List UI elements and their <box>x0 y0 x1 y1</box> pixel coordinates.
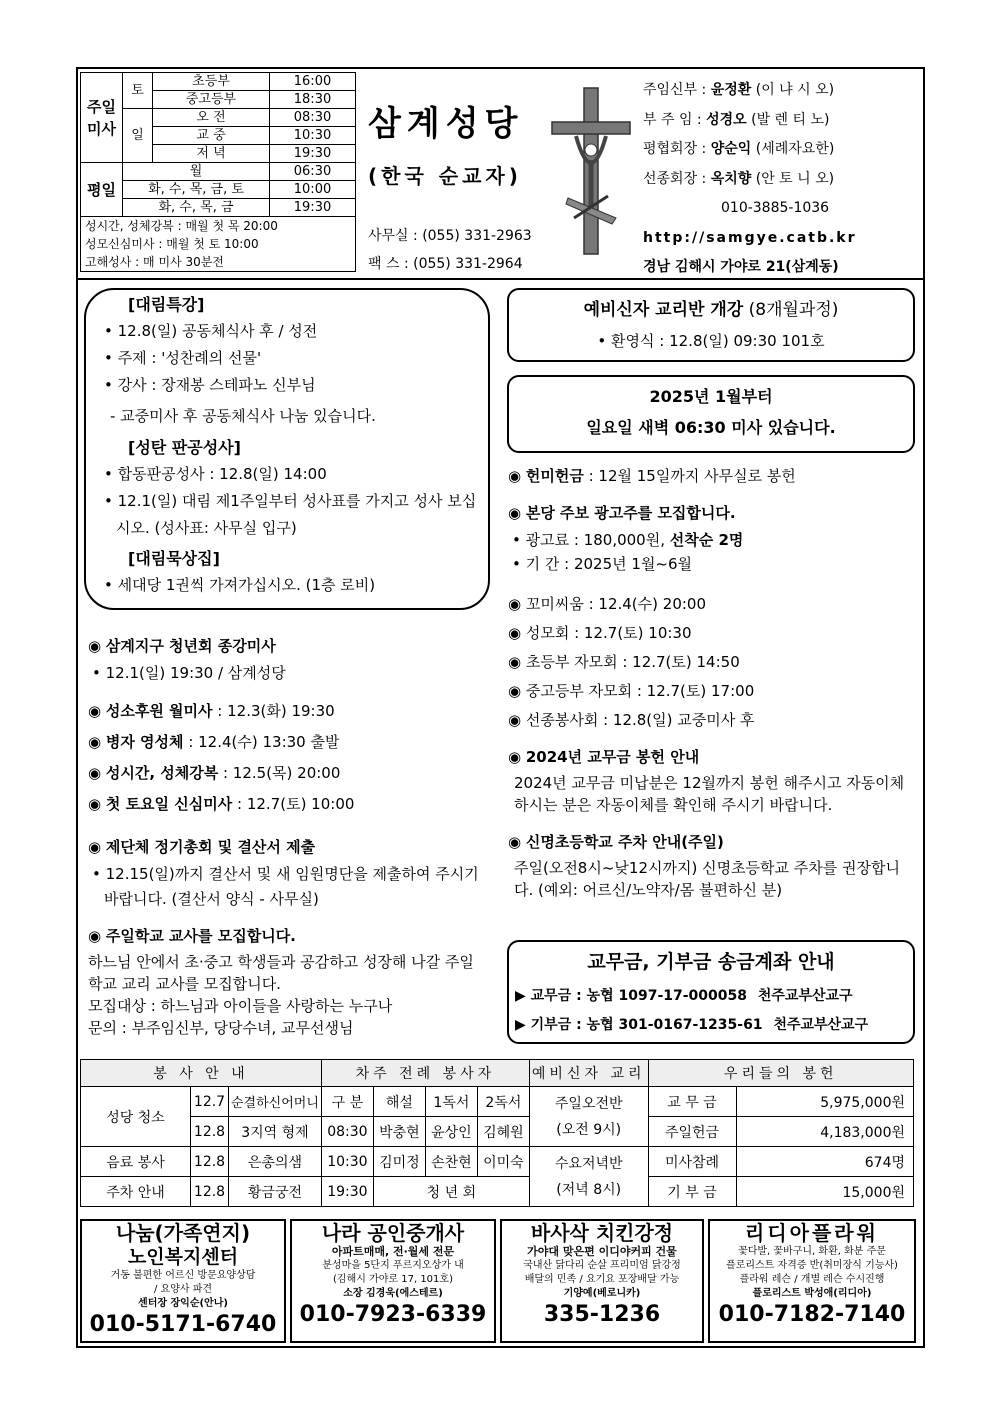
service-who: 순결하신어머니 <box>229 1087 322 1117</box>
mass-name: 월 <box>123 163 270 181</box>
notice-value: : 12.3(화) 19:30 <box>212 702 335 720</box>
lecture-item: • 강사 : 장재봉 스테파노 신부님 <box>104 376 316 394</box>
staff-row <box>643 76 913 106</box>
notice-value: : 12월 15일까지 사무실로 봉헌 <box>583 467 796 485</box>
ad-line: (김해시 가야로 17, 101호) <box>333 1274 453 1285</box>
ad-name: 리디아플라워 <box>745 1221 879 1245</box>
cross-logo-icon <box>546 80 636 260</box>
liturgy-name: 이미숙 <box>477 1147 529 1177</box>
staff-name: 양순익 <box>710 141 752 157</box>
service-date: 12.7 <box>191 1087 229 1117</box>
ad-nara <box>290 1219 496 1343</box>
dawn-line1: 2025년 1월부터 <box>649 387 773 406</box>
ad-fee: 광고료 : 180,000원, <box>525 531 670 549</box>
confession-item-text: 합동판공성사 : 12.8(일) 14:00 <box>117 465 327 483</box>
service-who: 3지역 형제 <box>229 1117 322 1147</box>
staff-baptismal: (발 렌 티 노) <box>751 111 830 128</box>
transfer-box <box>507 940 915 1044</box>
class-name: 수요저녁반 <box>554 1155 623 1172</box>
lecture-item-text: 12.8(일) 공동체식사 후 / 성전 <box>117 322 318 340</box>
notice-row: ◉ 성소후원 월미사 : 12.3(화) 19:30 <box>88 702 335 720</box>
ad-phone: 010-7923-6339 <box>299 1302 487 1327</box>
left-notices <box>88 632 488 1039</box>
notice-offering: ◉ 헌미헌금 : 12월 15일까지 사무실로 봉헌 <box>508 467 796 485</box>
liturgy-col-head: 해설 <box>373 1087 425 1117</box>
calendar-item: • 세대당 1권씩 가져가십시오. (1층 로비) <box>104 576 376 594</box>
transfer-label: ▶ 교무금 : 농협 1097-17-000058 <box>515 988 747 1004</box>
service-task: 성당 청소 <box>81 1087 191 1147</box>
mass-name: 화, 수, 목, 금 <box>123 199 270 217</box>
dues-text: 2024년 교무금 미납분은 12월까지 봉헌 해주시고 자동이체하시는 분은 자동이체를 확인해 주시기 바랍니다. <box>514 774 905 814</box>
catechumen-box <box>507 288 915 362</box>
liturgy-name: 박충현 <box>373 1117 425 1147</box>
staff-role: 부 주 임 : <box>643 111 702 128</box>
confession-item: • 12.1(일) 대림 제1주일부터 성사표를 가지고 성사 보십시오. (성사표: 사무실 입구) <box>104 492 477 537</box>
header-service: 봉 사 안 내 <box>81 1060 322 1087</box>
ad-lydia <box>708 1219 916 1343</box>
teachers-contact: 문의 : 부주임신부, 당당수녀, 교무선생님 <box>88 1019 354 1037</box>
lecture-title: [대림특강] <box>128 295 205 314</box>
catechumen-sub: (8개월과정) <box>748 300 839 320</box>
notice-item-text: 12.1(일) 19:30 / 삼계성당 <box>105 664 286 682</box>
mass-time: 19:30 <box>270 199 356 217</box>
notice-title: 성시간, 성체강복 <box>105 764 219 782</box>
lecture-item-text: 주제 : '성찬례의 선물' <box>117 349 262 367</box>
confession-item-text: 12.1(일) 대림 제1주일부터 성사표를 가지고 성사 보십시오. (성사표: 사무실 입구) <box>116 492 477 537</box>
staff-row <box>643 165 913 195</box>
notice-item: • 기 간 : 2025년 1월~6월 <box>512 555 693 573</box>
ad-name-2: 가야대 맞은편 이디야커피 건물 <box>527 1245 677 1258</box>
ad-phone: 010-7182-7140 <box>718 1302 906 1327</box>
staff-list <box>643 76 913 283</box>
notice-title: 병자 영성체 <box>105 733 184 751</box>
office-phone: 사무실 : (055) 331-2963 <box>368 228 532 244</box>
ad-line: 분성마을 5단지 푸르지오상가 내 <box>322 1260 464 1271</box>
confession-title: [성탄 판공성사] <box>128 438 241 457</box>
staff-role: 주임신부 : <box>643 82 707 98</box>
offering-label: 교 무 금 <box>648 1087 736 1117</box>
notice-title: 첫 토요일 신심미사 <box>105 795 233 813</box>
ad-name: 나라 공인중개사 <box>321 1221 465 1245</box>
event-row: ◉ 초등부 자모회 : 12.7(토) 14:50 <box>508 653 740 671</box>
notice-value: : 12.5(목) 20:00 <box>218 764 341 782</box>
mass-time: 16:00 <box>270 73 356 91</box>
service-who: 황금궁전 <box>229 1177 322 1207</box>
liturgy-name: 청 년 회 <box>373 1177 529 1207</box>
ad-name: 나눔(가족연지) <box>115 1221 251 1245</box>
notice-audit: ◉ 제단체 정기총회 및 결산서 제출 <box>88 838 316 856</box>
header-offering: 우리들의 봉헌 <box>648 1060 913 1087</box>
calendar-title: [대림묵상집] <box>128 549 220 568</box>
event-row: ◉ 선종봉사회 : 12.8(일) 교중미사 후 <box>508 711 755 729</box>
event-text: 초등부 자모회 : 12.7(토) 14:50 <box>525 653 740 671</box>
notice-teachers: ◉ 주일학교 교사를 모집합니다. <box>88 927 296 945</box>
note-line: 성시간, 성체강복 : 매월 첫 목 20:00 <box>85 219 278 233</box>
notice-item: • 12.15(일)까지 결산서 및 새 임원명단을 제출하여 주시기 바랍니다. (결산서 양식 - 사무실) <box>92 865 479 908</box>
ad-owner: 플로리스트 박성애(리디아) <box>752 1288 872 1299</box>
transfer-title: 교무금, 기부금 송금계좌 안내 <box>587 951 835 973</box>
notice-title: 신명초등학교 주차 안내(주일) <box>525 833 724 851</box>
ad-period: 기 간 : 2025년 1월~6월 <box>525 555 693 573</box>
ad-basasak <box>500 1219 704 1343</box>
service-table <box>80 1059 914 1207</box>
saturday-label: 토 <box>123 73 153 109</box>
advent-content <box>100 292 480 599</box>
liturgy-col-head: 구 분 <box>321 1087 373 1117</box>
offering-label: 미사참례 <box>648 1147 736 1177</box>
liturgy-name: 윤상인 <box>425 1117 477 1147</box>
notice-ads: ◉ 본당 주보 광고주를 모집합니다. <box>508 504 736 522</box>
mass-name: 교 중 <box>153 127 270 145</box>
class-name: 주일오전반 <box>554 1095 623 1112</box>
event-text: 중고등부 자모회 : 12.7(토) 17:00 <box>525 682 755 700</box>
catechumen-item: • 환영식 : 12.8(일) 09:30 101호 <box>597 332 825 350</box>
liturgy-col-head: 1독서 <box>425 1087 477 1117</box>
mass-time: 19:30 <box>270 145 356 163</box>
staff-name: 윤정환 <box>710 82 752 98</box>
class-cell <box>529 1147 648 1207</box>
ad-line: 플로리스트 자격증 반(취미장식 기능사) <box>726 1260 898 1271</box>
liturgy-name: 김미정 <box>373 1147 425 1177</box>
notice-value: : 12.7(토) 10:00 <box>232 795 355 813</box>
mass-time: 10:30 <box>270 127 356 145</box>
notice-title: 본당 주보 광고주를 모집합니다. <box>525 504 736 522</box>
right-notices <box>508 462 916 901</box>
ad-line: 플라워 레슨 / 개별 레슨 수시진행 <box>739 1274 885 1285</box>
offering-label: 기 부 금 <box>648 1177 736 1207</box>
service-date: 12.8 <box>191 1177 229 1207</box>
church-address: 경남 김해시 가야로 21(삼계동) <box>643 259 839 275</box>
mass-schedule-table <box>80 72 356 272</box>
ad-nanum <box>80 1219 286 1343</box>
staff-name: 옥치향 <box>710 170 752 187</box>
liturgy-name: 손찬현 <box>425 1147 477 1177</box>
class-cell <box>529 1087 648 1147</box>
notice-title: 제단체 정기총회 및 결산서 제출 <box>105 838 316 856</box>
mass-name: 중고등부 <box>153 91 270 109</box>
ad-owner: 기양예(베로니카) <box>563 1288 641 1299</box>
catechumen-heading <box>509 290 913 330</box>
mass-time: 10:00 <box>270 181 356 199</box>
mass-time: 08:30 <box>270 109 356 127</box>
note-line: 고해성사 : 매 미사 30분전 <box>85 255 224 269</box>
confession-item: • 합동판공성사 : 12.8(일) 14:00 <box>104 465 327 483</box>
offering-label: 주일헌금 <box>648 1117 736 1147</box>
notice-item-text: 12.15(일)까지 결산서 및 새 임원명단을 제출하여 주시기 바랍니다. (결산서 양식 - 사무실) <box>104 865 479 908</box>
liturgy-time: 10:30 <box>321 1147 373 1177</box>
transfer-row <box>509 982 913 1011</box>
parking-text: 주일(오전8시~낮12시까지) 신명초등학교 주차를 권장합니다. (예외: 어르신/노약자/몸 불편하신 분) <box>514 859 900 899</box>
transfer-label: ▶ 기부금 : 농협 301-0167-1235-61 <box>515 1017 763 1033</box>
staff-baptismal: (세례자요한) <box>755 141 835 157</box>
notice-row: ◉ 성시간, 성체강복 : 12.5(목) 20:00 <box>88 764 341 782</box>
header-class: 예비신자 교리 <box>529 1060 648 1087</box>
header-divider <box>76 278 925 280</box>
ad-name-2: 노인복지센터 <box>127 1246 239 1268</box>
dawn-mass-box <box>507 375 915 453</box>
mass-time: 06:30 <box>270 163 356 181</box>
notice-item: • 광고료 : 180,000원, 선착순 2명 <box>512 531 744 549</box>
liturgy-time: 19:30 <box>321 1177 373 1207</box>
liturgy-col-head: 2독서 <box>477 1087 529 1117</box>
service-who: 은총의샘 <box>229 1147 322 1177</box>
header-liturgy: 차주 전례 봉사자 <box>321 1060 529 1087</box>
ad-fee-bold: 선착순 2명 <box>669 531 744 549</box>
mass-name: 오 전 <box>153 109 270 127</box>
notice-dues: ◉ 2024년 교무금 봉헌 안내 <box>508 748 700 766</box>
ad-name-2: 꽃다발, 꽃바구니, 화환, 화분 주문 <box>738 1246 886 1257</box>
class-time: (오전 9시) <box>556 1121 622 1138</box>
ad-name: 바사삭 치킨강정 <box>530 1221 674 1245</box>
mass-time: 18:30 <box>270 91 356 109</box>
catechumen-title: 예비신자 교리반 개강 <box>583 300 744 320</box>
ad-line: 국내산 닭다리 순살 프리미엄 닭강정 <box>523 1260 681 1271</box>
staff-role: 선종회장 : <box>643 170 707 187</box>
ad-line: / 요양사 파견 <box>153 1284 213 1295</box>
ad-line: 배달의 민족 / 요기요 포장배달 가능 <box>524 1274 680 1285</box>
lecture-item: • 12.8(일) 공동체식사 후 / 성전 <box>104 322 318 340</box>
church-name: 삼계성당 <box>368 104 524 144</box>
notice-youth: ◉ 삼계지구 청년회 종강미사 <box>88 637 276 655</box>
liturgy-name: 김혜원 <box>477 1117 529 1147</box>
note-line: 성모신심미사 : 매월 첫 토 10:00 <box>85 237 259 251</box>
ad-name-2: 아파트매매, 전·월세 전문 <box>331 1245 455 1258</box>
transfer-row <box>509 1011 913 1040</box>
notice-row: ◉ 첫 토요일 신심미사 : 12.7(토) 10:00 <box>88 795 355 813</box>
ad-phone: 335-1236 <box>543 1302 661 1327</box>
staff-baptismal: (안 토 니 오) <box>755 170 835 187</box>
class-time: (저녁 8시) <box>556 1181 622 1198</box>
teachers-text: 하느님 안에서 초·중고 학생들과 공감하고 성장해 나갈 주일학교 교리 교사를 모집합니다. <box>88 953 474 993</box>
event-text: 꼬미씨움 : 12.4(수) 20:00 <box>525 595 706 613</box>
mass-notes <box>81 217 356 272</box>
offering-value: 674명 <box>736 1147 913 1177</box>
event-text: 성모회 : 12.7(토) 10:30 <box>525 624 692 642</box>
weekday-mass-label: 평일 <box>81 163 123 217</box>
lecture-item: • 주제 : '성찬례의 선물' <box>104 349 262 367</box>
offering-value: 4,183,000원 <box>736 1117 913 1147</box>
staff-baptismal: (이 냐 시 오) <box>755 82 835 98</box>
notice-title: 성소후원 월미사 <box>105 702 213 720</box>
transfer-owner: 천주교부산교구 <box>773 1017 869 1033</box>
calendar-item-text: 세대당 1권씩 가져가십시오. (1층 로비) <box>117 576 376 594</box>
lecture-item-text: 강사 : 장재봉 스테파노 신부님 <box>117 376 316 394</box>
notice-title: 2024년 교무금 봉헌 안내 <box>525 748 700 766</box>
staff-row <box>643 135 913 165</box>
event-row: ◉ 성모회 : 12.7(토) 10:30 <box>508 624 692 642</box>
mass-name: 저 녁 <box>153 145 270 163</box>
staff-phone: 010-3885-1036 <box>721 200 830 216</box>
event-row: ◉ 중고등부 자모회 : 12.7(토) 17:00 <box>508 682 755 700</box>
service-task: 주차 안내 <box>81 1177 191 1207</box>
offering-value: 15,000원 <box>736 1177 913 1207</box>
fax-number: 팩 스 : (055) 331-2964 <box>368 256 523 272</box>
event-text: 선종봉사회 : 12.8(일) 교중미사 후 <box>525 711 755 729</box>
sunday-mass-label: 주일 미사 <box>81 73 123 163</box>
event-row: ◉ 꼬미씨움 : 12.4(수) 20:00 <box>508 595 706 613</box>
notice-value: : 12.4(수) 13:30 출발 <box>183 733 340 751</box>
mass-name: 초등부 <box>153 73 270 91</box>
notice-item: • 12.1(일) 19:30 / 삼계성당 <box>92 664 286 682</box>
notice-row: ◉ 병자 영성체 : 12.4(수) 13:30 출발 <box>88 733 340 751</box>
notice-title: 주일학교 교사를 모집합니다. <box>105 927 296 945</box>
lecture-note: - 교중미사 후 공동체식사 나눔 있습니다. <box>110 407 376 425</box>
mass-name: 화, 수, 목, 금, 토 <box>123 181 270 199</box>
transfer-owner: 천주교부산교구 <box>757 988 853 1004</box>
dawn-line2: 일요일 새벽 06:30 미사 있습니다. <box>586 418 836 437</box>
notice-title: 헌미헌금 <box>525 467 584 485</box>
sunday-label: 일 <box>123 109 153 163</box>
catechumen-item-text: 환영식 : 12.8(일) 09:30 101호 <box>611 332 825 350</box>
service-date: 12.8 <box>191 1147 229 1177</box>
service-task: 음료 봉사 <box>81 1147 191 1177</box>
staff-name: 성경오 <box>706 111 747 128</box>
teachers-target: 모집대상 : 하느님과 아이들을 사랑하는 누구나 <box>88 997 393 1015</box>
ad-phone: 010-5171-6740 <box>89 1312 277 1337</box>
notice-title: 삼계지구 청년회 종강미사 <box>105 637 276 655</box>
staff-row <box>643 106 913 136</box>
ad-line: 거동 불편한 어르신 방문요양상담 <box>110 1270 256 1281</box>
website-link[interactable]: http://samgye.catb.kr <box>643 229 857 246</box>
ad-owner: 센터장 장익순(안나) <box>138 1298 228 1309</box>
staff-role: 평협회장 : <box>643 141 707 157</box>
offering-value: 5,975,000원 <box>736 1087 913 1117</box>
service-date: 12.8 <box>191 1117 229 1147</box>
notice-parking: ◉ 신명초등학교 주차 안내(주일) <box>508 833 724 851</box>
liturgy-time: 08:30 <box>321 1117 373 1147</box>
church-patron: (한국 순교자) <box>368 164 522 188</box>
ad-owner: 소장 김경욱(에스테르) <box>343 1288 443 1299</box>
